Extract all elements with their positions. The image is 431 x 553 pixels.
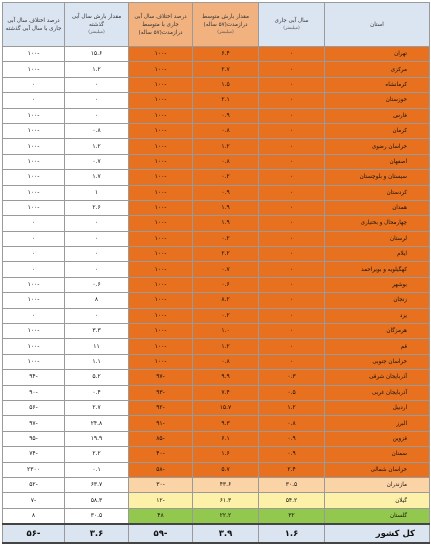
cell-lastyear-diff: -۱۰۰: [3, 139, 65, 154]
cell-lastyear-diff: ۰: [3, 231, 65, 246]
table-row: [3, 170, 430, 185]
cell-province: قم: [325, 339, 430, 354]
cell-province: اصفهان: [325, 154, 430, 169]
cell-current-rain: ۰.۳: [259, 370, 325, 385]
total-lastyear-diff: -۵۶: [3, 524, 65, 543]
cell-lastyear: ۳.۳: [65, 324, 129, 339]
cell-current-rain: ۰: [259, 77, 325, 92]
cell-province: زنجان: [325, 293, 430, 308]
cell-lastyear-diff: -۱۰۰: [3, 154, 65, 169]
cell-lastyear-diff: ۰: [3, 216, 65, 231]
cell-lastyear-diff: ۰: [3, 262, 65, 277]
cell-lastyear: ۱.۲: [65, 139, 129, 154]
cell-province: تهران: [325, 47, 430, 62]
cell-longterm: ۷.۴: [193, 385, 259, 400]
cell-longterm-diff: -۳۰: [129, 477, 193, 492]
cell-lastyear: ۰: [65, 262, 129, 277]
cell-province: سیستان و بلوچستان: [325, 170, 430, 185]
table-row: [3, 108, 430, 123]
cell-lastyear-diff: -۱۰۰: [3, 108, 65, 123]
cell-lastyear: ۰: [65, 93, 129, 108]
cell-lastyear: ۰: [65, 216, 129, 231]
cell-longterm-diff: -۱۰۰: [129, 77, 193, 92]
cell-current-rain: ۰: [259, 293, 325, 308]
cell-lastyear-diff: -۹۵: [3, 431, 65, 446]
cell-province: آذربایجان غربی: [325, 385, 430, 400]
cell-province: فارس: [325, 108, 430, 123]
table-row: [3, 154, 430, 169]
table-row: [3, 339, 430, 354]
table-row: [3, 77, 430, 92]
cell-lastyear-diff: ۰: [3, 77, 65, 92]
table-row: [3, 324, 430, 339]
cell-lastyear-diff: -۱۰۰: [3, 185, 65, 200]
cell-longterm: ۱.۹: [193, 216, 259, 231]
cell-lastyear: ۲.۲: [65, 447, 129, 462]
total-label: کل کشور: [325, 524, 430, 543]
cell-longterm-diff: -۱۰۰: [129, 185, 193, 200]
cell-lastyear-diff: ۰: [3, 247, 65, 262]
cell-longterm-diff: -۱۲: [129, 493, 193, 508]
cell-current-rain: ۲.۴: [259, 462, 325, 477]
cell-lastyear: ۱.۱: [65, 354, 129, 369]
cell-current-rain: ۱.۲: [259, 400, 325, 415]
rainfall-table: [2, 2, 430, 544]
cell-longterm: ۱.۰: [193, 324, 259, 339]
cell-current-rain: ۰: [259, 277, 325, 292]
cell-longterm: ۰.۲: [193, 170, 259, 185]
cell-longterm-diff: -۱۰۰: [129, 139, 193, 154]
cell-lastyear: ۲۴.۸: [65, 416, 129, 431]
total-longterm-diff: -۵۹: [129, 524, 193, 543]
cell-province: آذربایجان شرقی: [325, 370, 430, 385]
table-row: [3, 431, 430, 446]
cell-province: گیلان: [325, 493, 430, 508]
cell-lastyear: ۰: [65, 108, 129, 123]
cell-longterm: ۱.۲: [193, 139, 259, 154]
cell-lastyear: ۰.۸: [65, 123, 129, 138]
cell-longterm-diff: -۱۰۰: [129, 354, 193, 369]
cell-province: خوزستان: [325, 93, 430, 108]
cell-province: اردبیل: [325, 400, 430, 415]
cell-lastyear: ۵۸.۳: [65, 493, 129, 508]
cell-longterm: ۶۱.۳: [193, 493, 259, 508]
cell-current-rain: ۳۲: [259, 508, 325, 524]
table-row: [3, 416, 430, 431]
cell-province: کهگیلویه و بویراحمد: [325, 262, 430, 277]
cell-lastyear-diff: -۱۰۰: [3, 200, 65, 215]
cell-longterm: ۸.۲: [193, 293, 259, 308]
cell-lastyear-diff: -۱۰۰: [3, 339, 65, 354]
cell-lastyear: ۱.۲: [65, 62, 129, 77]
cell-longterm: ۰.۶: [193, 277, 259, 292]
cell-current-rain: ۰: [259, 108, 325, 123]
cell-lastyear: ۰: [65, 77, 129, 92]
cell-longterm: ۰.۲: [193, 231, 259, 246]
cell-lastyear-diff: ۸: [3, 508, 65, 524]
cell-longterm-diff: -۱۰۰: [129, 93, 193, 108]
cell-longterm: ۶.۱: [193, 431, 259, 446]
cell-current-rain: ۰: [259, 216, 325, 231]
cell-province: مازندران: [325, 477, 430, 492]
cell-longterm: ۱.۲: [193, 339, 259, 354]
cell-longterm-diff: -۱۰۰: [129, 47, 193, 62]
cell-longterm: ۱.۶: [193, 447, 259, 462]
cell-lastyear: ۳۰.۵: [65, 508, 129, 524]
cell-current-rain: ۰: [259, 324, 325, 339]
cell-lastyear: ۸: [65, 293, 129, 308]
cell-current-rain: ۵۴.۲: [259, 493, 325, 508]
cell-lastyear: ۶۳.۷: [65, 477, 129, 492]
cell-province: سمنان: [325, 447, 430, 462]
table-row: [3, 93, 430, 108]
table-row: [3, 462, 430, 477]
cell-longterm-diff: -۱۰۰: [129, 277, 193, 292]
table-row: [3, 62, 430, 77]
cell-longterm: ۲.۲: [193, 247, 259, 262]
cell-lastyear-diff: -۹۴: [3, 370, 65, 385]
cell-current-rain: ۰: [259, 139, 325, 154]
cell-longterm-diff: -۱۰۰: [129, 247, 193, 262]
cell-current-rain: ۰: [259, 154, 325, 169]
cell-lastyear: ۰.۶: [65, 277, 129, 292]
table-row: [3, 354, 430, 369]
cell-longterm: ۰.۸: [193, 154, 259, 169]
cell-longterm: ۹.۹: [193, 370, 259, 385]
cell-longterm: ۱۵.۷: [193, 400, 259, 415]
cell-longterm-diff: -۱۰۰: [129, 200, 193, 215]
cell-current-rain: ۰: [259, 247, 325, 262]
cell-current-rain: ۰: [259, 170, 325, 185]
table-row: [3, 293, 430, 308]
total-current: ۱.۶: [259, 524, 325, 543]
table-row: [3, 47, 430, 62]
cell-province: خراسان جنوبی: [325, 354, 430, 369]
cell-lastyear-diff: ۰: [3, 93, 65, 108]
cell-longterm: ۰.۹: [193, 185, 259, 200]
cell-longterm-diff: -۹۲: [129, 400, 193, 415]
header-lastyear-diff: درصد اختلاف سال آبی جاری با سال آبی گذشته: [3, 3, 65, 47]
cell-current-rain: ۰: [259, 231, 325, 246]
cell-current-rain: ۰.۵: [259, 385, 325, 400]
cell-province: کردستان: [325, 185, 430, 200]
cell-province: هرمزگان: [325, 324, 430, 339]
cell-lastyear: ۰: [65, 231, 129, 246]
cell-current-rain: ۰: [259, 47, 325, 62]
header-row: [3, 3, 430, 47]
cell-province: بوشهر: [325, 277, 430, 292]
table-body: [3, 47, 430, 525]
cell-lastyear: ۵.۲: [65, 370, 129, 385]
table-row: [3, 185, 430, 200]
cell-lastyear-diff: -۹۷: [3, 416, 65, 431]
cell-lastyear-diff: -۱۰۰: [3, 62, 65, 77]
cell-lastyear: ۲.۷: [65, 400, 129, 415]
cell-longterm-diff: -۹۷: [129, 370, 193, 385]
total-longterm: ۳.۹: [193, 524, 259, 543]
cell-lastyear: ۱۹.۹: [65, 431, 129, 446]
header-longterm: مقدار بارش متوسط درازمدت(۵۷ ساله) (میلیمتر): [193, 3, 259, 47]
cell-longterm-diff: -۱۰۰: [129, 324, 193, 339]
cell-province: لرستان: [325, 231, 430, 246]
table-row: [3, 231, 430, 246]
table-row: [3, 508, 430, 524]
cell-province: کرمانشاه: [325, 77, 430, 92]
cell-longterm: ۶.۴: [193, 47, 259, 62]
cell-longterm-diff: -۴۰: [129, 447, 193, 462]
cell-longterm: ۰.۷: [193, 262, 259, 277]
header-lastyear: مقدار بارش سال آبی گذشته (میلیمتر): [65, 3, 129, 47]
cell-lastyear: ۰.۷: [65, 154, 129, 169]
cell-longterm-diff: -۱۰۰: [129, 154, 193, 169]
cell-longterm-diff: ۴۸: [129, 508, 193, 524]
table-row: [3, 493, 430, 508]
cell-province: کرمان: [325, 123, 430, 138]
cell-lastyear-diff: -۵۲: [3, 477, 65, 492]
cell-longterm-diff: -۱۰۰: [129, 170, 193, 185]
cell-longterm: ۴۳.۶: [193, 477, 259, 492]
cell-longterm: ۰.۲: [193, 308, 259, 323]
table-row: [3, 400, 430, 415]
cell-longterm-diff: -۱۰۰: [129, 339, 193, 354]
cell-lastyear-diff: -۱۰۰: [3, 47, 65, 62]
cell-current-rain: ۰: [259, 62, 325, 77]
cell-current-rain: ۰: [259, 93, 325, 108]
cell-longterm: ۰.۸: [193, 123, 259, 138]
header-current-rain: سال آبی جاری (میلیمتر): [259, 3, 325, 47]
cell-longterm-diff: -۸۵: [129, 431, 193, 446]
cell-longterm-diff: -۱۰۰: [129, 123, 193, 138]
cell-lastyear-diff: -۱۰۰: [3, 277, 65, 292]
cell-lastyear-diff: -۱۰۰: [3, 293, 65, 308]
cell-longterm-diff: -۱۰۰: [129, 62, 193, 77]
cell-lastyear-diff: -۹۰: [3, 385, 65, 400]
header-longterm-diff: درصد اختلاف سال آبی جاری با متوسط درازمدت(۵۷ ساله): [129, 3, 193, 47]
table-row: [3, 370, 430, 385]
table-row: [3, 247, 430, 262]
cell-longterm: ۱.۹: [193, 200, 259, 215]
cell-province: یزد: [325, 308, 430, 323]
cell-current-rain: ۰.۹: [259, 447, 325, 462]
table-row: [3, 385, 430, 400]
cell-lastyear-diff: -۷: [3, 493, 65, 508]
cell-lastyear-diff: ۲۳۰۰: [3, 462, 65, 477]
cell-longterm-diff: -۱۰۰: [129, 231, 193, 246]
cell-current-rain: ۰.۹: [259, 431, 325, 446]
cell-province: گلستان: [325, 508, 430, 524]
cell-current-rain: ۰: [259, 200, 325, 215]
cell-province: خراسان رضوی: [325, 139, 430, 154]
cell-lastyear: ۱۵.۶: [65, 47, 129, 62]
cell-lastyear: ۰.۴: [65, 385, 129, 400]
table-row: [3, 200, 430, 215]
cell-lastyear: ۱۱: [65, 339, 129, 354]
total-lastyear: ۳.۶: [65, 524, 129, 543]
cell-current-rain: ۰: [259, 308, 325, 323]
cell-longterm: ۲.۷: [193, 62, 259, 77]
cell-current-rain: ۰: [259, 354, 325, 369]
cell-longterm-diff: -۹۱: [129, 416, 193, 431]
table-row: [3, 123, 430, 138]
cell-longterm-diff: -۹۳: [129, 385, 193, 400]
cell-lastyear-diff: ۰: [3, 308, 65, 323]
cell-longterm: ۵.۷: [193, 462, 259, 477]
table-row: [3, 262, 430, 277]
cell-longterm-diff: -۱۰۰: [129, 216, 193, 231]
cell-current-rain: ۳۰.۵: [259, 477, 325, 492]
cell-current-rain: ۰.۸: [259, 416, 325, 431]
cell-longterm: ۹.۳: [193, 416, 259, 431]
cell-longterm: ۲.۱: [193, 93, 259, 108]
cell-lastyear-diff: -۱۰۰: [3, 123, 65, 138]
table-row: [3, 139, 430, 154]
cell-current-rain: ۰: [259, 185, 325, 200]
table-row: [3, 308, 430, 323]
cell-longterm-diff: -۱۰۰: [129, 108, 193, 123]
cell-longterm: ۲۲.۲: [193, 508, 259, 524]
header-province: استان: [325, 3, 430, 47]
table-row: [3, 277, 430, 292]
cell-province: خراسان شمالی: [325, 462, 430, 477]
table-row: [3, 447, 430, 462]
cell-lastyear: ۰.۱: [65, 462, 129, 477]
cell-lastyear: ۱.۷: [65, 170, 129, 185]
cell-lastyear-diff: -۷۴: [3, 447, 65, 462]
cell-lastyear-diff: -۱۰۰: [3, 324, 65, 339]
cell-longterm-diff: -۱۰۰: [129, 293, 193, 308]
cell-lastyear: ۰: [65, 308, 129, 323]
cell-province: قزوین: [325, 431, 430, 446]
cell-province: البرز: [325, 416, 430, 431]
table-row: [3, 216, 430, 231]
cell-longterm: ۰.۹: [193, 108, 259, 123]
cell-province: همدان: [325, 200, 430, 215]
cell-lastyear: ۱: [65, 185, 129, 200]
cell-longterm-diff: -۵۸: [129, 462, 193, 477]
cell-current-rain: ۰: [259, 262, 325, 277]
table-row: [3, 477, 430, 492]
cell-longterm: ۰.۸: [193, 354, 259, 369]
cell-lastyear-diff: -۱۰۰: [3, 354, 65, 369]
cell-longterm-diff: -۱۰۰: [129, 308, 193, 323]
cell-lastyear-diff: -۵۶: [3, 400, 65, 415]
cell-longterm: ۱.۵: [193, 77, 259, 92]
cell-current-rain: ۰: [259, 339, 325, 354]
cell-province: چهارمحال و بختیاری: [325, 216, 430, 231]
cell-province: مرکزی: [325, 62, 430, 77]
cell-lastyear-diff: -۱۰۰: [3, 170, 65, 185]
cell-current-rain: ۰: [259, 123, 325, 138]
cell-lastyear: ۰: [65, 247, 129, 262]
cell-longterm-diff: -۱۰۰: [129, 262, 193, 277]
total-row: [3, 524, 430, 543]
cell-province: ایلام: [325, 247, 430, 262]
cell-lastyear: ۲.۶: [65, 200, 129, 215]
